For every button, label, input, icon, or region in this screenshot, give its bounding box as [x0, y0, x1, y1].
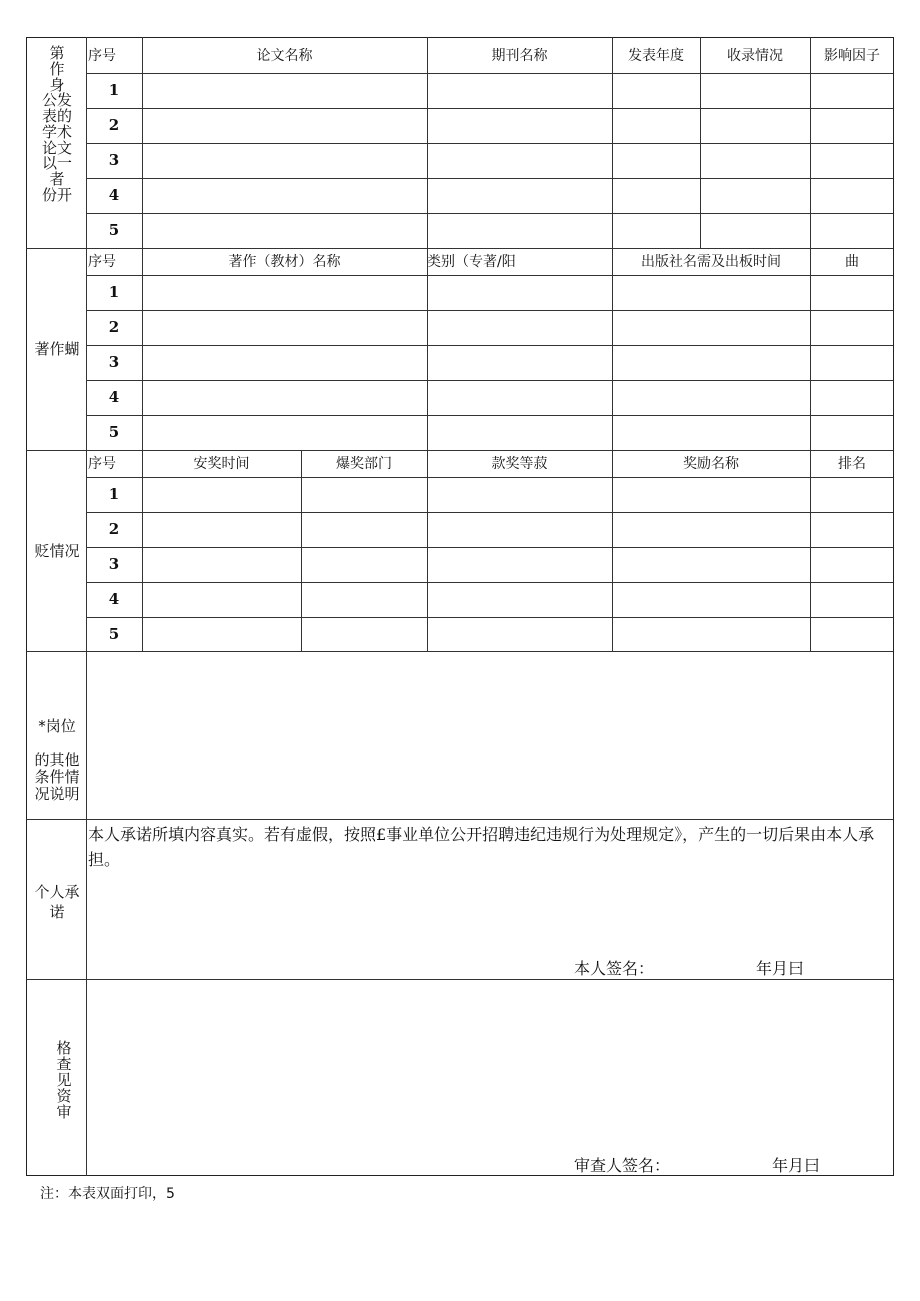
row-number: 3 — [108, 353, 120, 371]
row-number: 4 — [108, 388, 120, 406]
row-number: 2 — [108, 318, 120, 336]
side-text: 格 — [56, 1039, 72, 1057]
review-side-label — [28, 1040, 100, 1120]
column-header-index: 收录情况 — [727, 47, 783, 64]
side-text: 个人承 — [34, 883, 80, 901]
pledge-text: 本人承诺所填内容真实。若有虚假，按照£事业单位公开招聘违纪违规行为处理规定》，产生的一切后果由本人承担。 — [88, 825, 875, 869]
divider — [301, 450, 302, 651]
divider — [810, 37, 811, 651]
column-header-book-title: 著作（教材）名称 — [228, 254, 341, 270]
side-text: 第 — [49, 44, 65, 62]
side-text: 学术 — [41, 122, 72, 141]
column-header-award-name: 奖励名称 — [683, 456, 739, 472]
row-number: 5 — [108, 221, 120, 239]
divider — [86, 108, 893, 109]
other-side-label — [28, 718, 86, 803]
row-number: 1 — [108, 283, 120, 301]
divider — [86, 582, 893, 583]
divider — [86, 512, 893, 513]
side-text: 份开 — [41, 185, 72, 204]
awards-side-label: 贬情况 — [34, 542, 80, 560]
footnote: 注：本表双面打印，5 — [40, 1186, 175, 1202]
column-header-seq: 序号 — [88, 254, 116, 270]
column-header-seq: 序号 — [88, 456, 116, 472]
row-number: 1 — [108, 81, 120, 99]
row-number: 5 — [108, 423, 120, 441]
column-header-last: 曲 — [845, 254, 859, 270]
pledge-side-label — [28, 882, 86, 922]
divider — [86, 178, 893, 179]
row-number: 4 — [108, 186, 120, 204]
papers-side-label — [34, 46, 80, 204]
side-text: 论文 — [41, 138, 72, 157]
side-text: *岗位 — [38, 717, 76, 735]
divider — [86, 380, 893, 381]
divider — [86, 345, 893, 346]
side-text: 查 — [56, 1055, 72, 1073]
side-text — [28, 735, 86, 752]
column-header-journal: 期刊名称 — [491, 47, 548, 64]
divider — [86, 213, 893, 214]
side-text: 审 — [56, 1103, 72, 1121]
applicant-date-label: 年月曰 — [756, 959, 805, 978]
row-number: 5 — [108, 624, 120, 643]
application-form — [26, 37, 894, 1176]
reviewer-date-label: 年月曰 — [772, 1156, 821, 1175]
divider — [86, 143, 893, 144]
divider — [86, 477, 893, 478]
column-header-rank: 排名 — [838, 456, 866, 472]
divider — [612, 37, 613, 651]
divider — [86, 310, 893, 311]
side-text: 者 — [49, 170, 65, 188]
section-divider — [26, 979, 893, 980]
side-text: 条件情 — [34, 768, 80, 786]
side-text: 的其他 — [34, 751, 80, 769]
books-side-label: 著作蝴 — [34, 340, 80, 358]
column-header-seq: 序号 — [88, 47, 116, 64]
row-number: 3 — [108, 151, 120, 169]
column-header-award-level: 款奖等菽 — [491, 456, 548, 472]
side-text: 诺 — [49, 903, 65, 921]
side-text: 况说明 — [34, 785, 80, 803]
side-text: 表的 — [41, 107, 72, 125]
applicant-signature-label: 本人签名： — [574, 959, 655, 978]
row-number: 2 — [108, 116, 120, 134]
column-header-paper-title: 论文名称 — [256, 47, 313, 64]
side-text: 见 — [56, 1071, 72, 1089]
section-divider — [26, 651, 893, 652]
divider — [86, 415, 893, 416]
row-number: 2 — [108, 520, 120, 538]
column-header-impact: 影响因子 — [824, 47, 880, 64]
column-header-publisher: 出版社名需及出板时间 — [641, 254, 781, 270]
column-header-award-time: 安奖时间 — [193, 456, 250, 472]
section-divider — [26, 819, 893, 820]
divider — [86, 617, 893, 618]
reviewer-signature-label: 审查人签名： — [574, 1156, 671, 1175]
row-number: 1 — [108, 485, 120, 503]
column-header-category: 类别（专著/阳 — [427, 254, 516, 270]
side-text: 以一 — [41, 154, 72, 173]
divider — [86, 73, 893, 74]
column-header-year: 发表年度 — [628, 47, 684, 64]
side-text: 作 — [49, 59, 65, 78]
row-number: 3 — [108, 555, 120, 573]
side-text: 身 — [49, 75, 65, 94]
side-text: 资 — [56, 1087, 72, 1105]
column-header-award-dept: 爆奖部门 — [336, 456, 392, 472]
row-number: 4 — [108, 590, 120, 608]
divider — [427, 37, 428, 651]
divider — [86, 547, 893, 548]
side-text: 公发 — [41, 91, 72, 110]
divider — [86, 275, 893, 276]
divider — [142, 37, 143, 651]
